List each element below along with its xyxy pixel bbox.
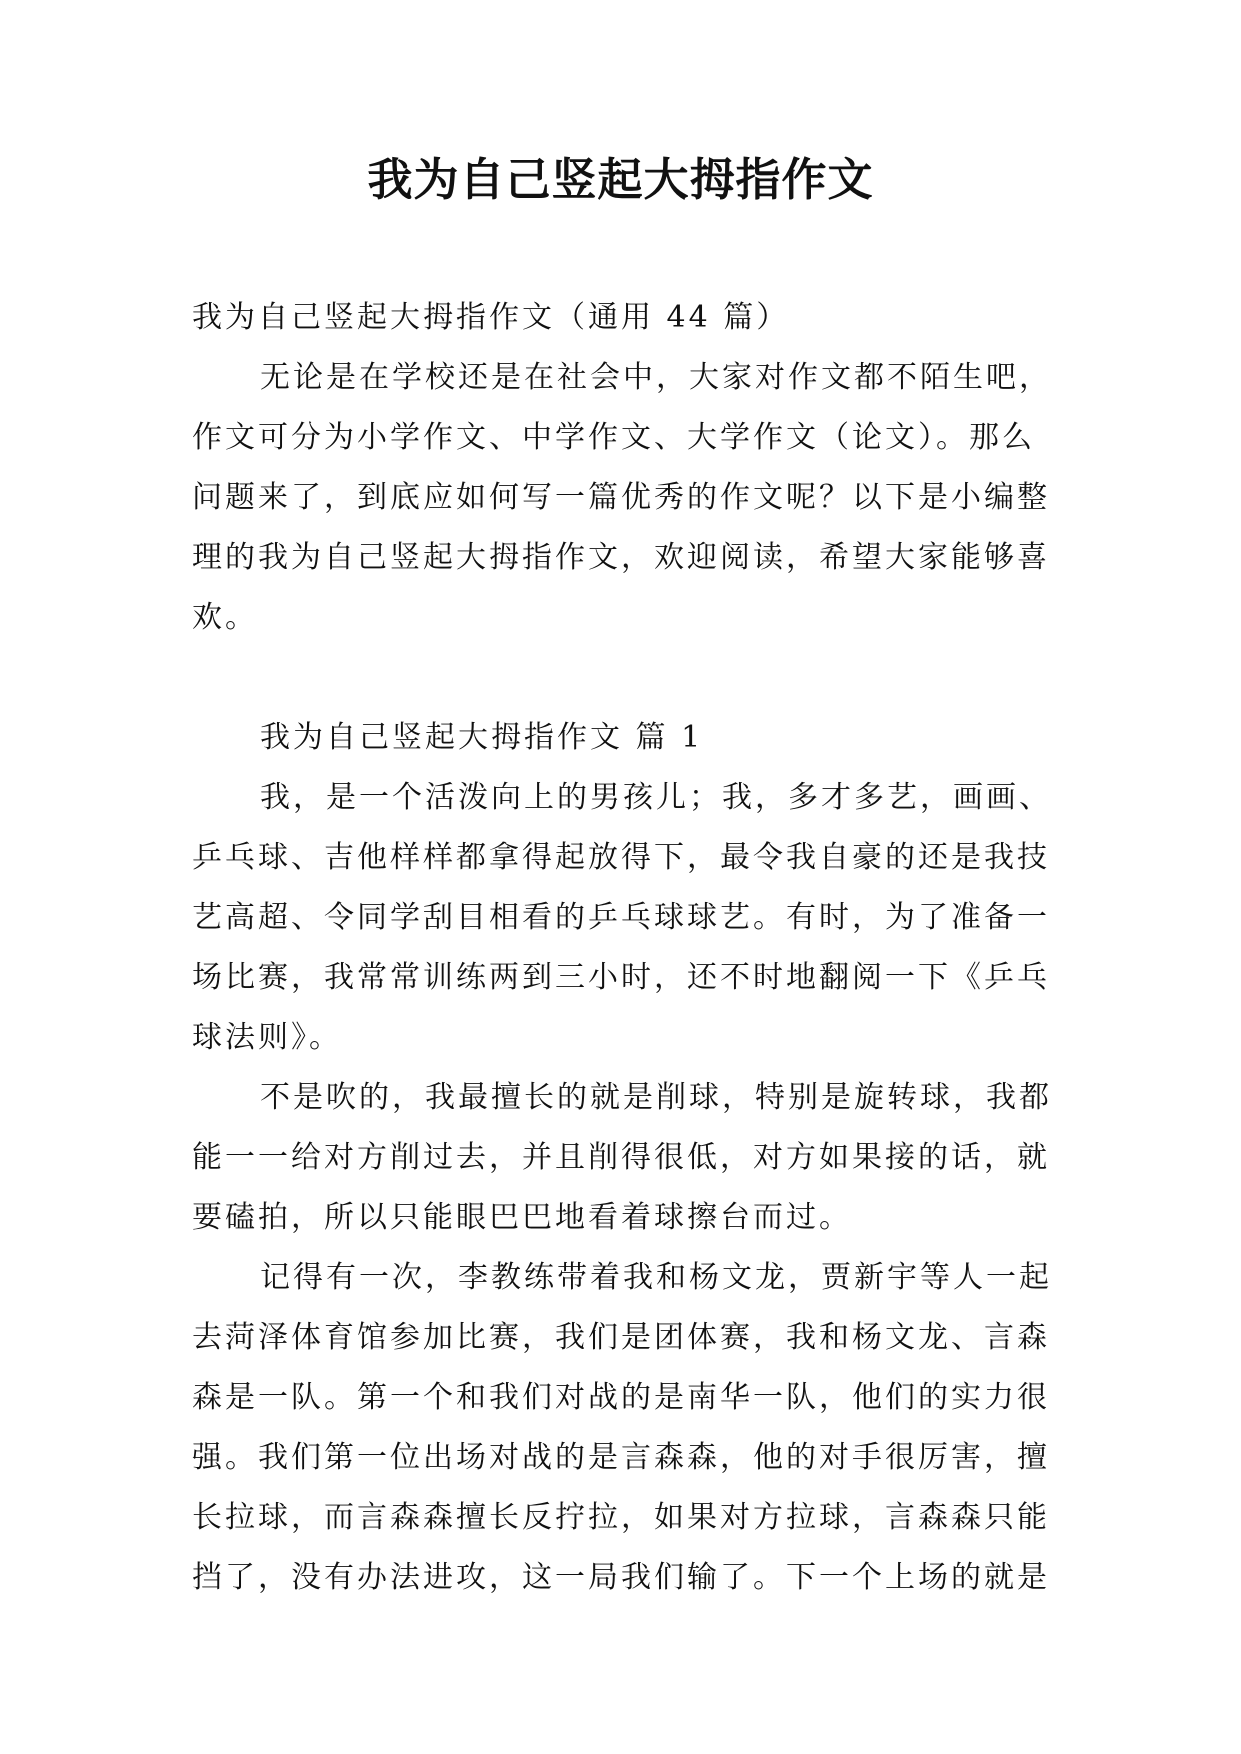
text-line: 挡了，没有办法进攻，这一局我们输了。下一个上场的就是	[192, 1560, 1050, 1595]
text-line: 乒乓球、吉他样样都拿得起放得下，最令我自豪的还是我技	[192, 840, 1050, 875]
document-body	[192, 288, 1072, 1608]
text-line: 场比赛，我常常训练两到三小时，还不时地翻阅一下《乒乓	[192, 960, 1050, 995]
paragraph-2	[192, 1068, 1072, 1248]
text-line: 要磕拍，所以只能眼巴巴地看着球擦台而过。	[192, 1200, 852, 1235]
text-line: 艺高超、令同学刮目相看的乒乓球球艺。有时，为了准备一	[192, 900, 1050, 935]
text-line: 记得有一次，李教练带着我和杨文龙，贾新宇等人一起	[260, 1260, 1052, 1295]
text-line: 我，是一个活泼向上的男孩儿；我，多才多艺，画画、	[260, 780, 1052, 815]
document-title: 我为自己竖起大拇指作文	[367, 153, 874, 206]
text-line: 不是吹的，我最擅长的就是削球，特别是旋转球，我都	[260, 1080, 1052, 1115]
intro-paragraph	[192, 348, 1072, 648]
document-subtitle: 我为自己竖起大拇指作文（通用 44 篇）	[192, 300, 790, 335]
paragraph-1	[192, 768, 1072, 1068]
blank-spacer	[192, 648, 1072, 708]
text-line: 作文可分为小学作文、中学作文、大学作文（论文）。那么	[192, 420, 1035, 455]
text-line: 长拉球，而言森森擅长反拧拉，如果对方拉球，言森森只能	[192, 1500, 1050, 1535]
text-line: 强。我们第一位出场对战的是言森森，他的对手很厉害，擅	[192, 1440, 1050, 1475]
text-line: 能一一给对方削过去，并且削得很低，对方如果接的话，就	[192, 1140, 1050, 1175]
text-line: 无论是在学校还是在社会中，大家对作文都不陌生吧，	[260, 360, 1052, 395]
paragraph-3	[192, 1248, 1072, 1608]
text-line: 欢。	[192, 600, 258, 635]
text-line: 理的我为自己竖起大拇指作文，欢迎阅读，希望大家能够喜	[192, 540, 1050, 575]
text-line: 问题来了，到底应如何写一篇优秀的作文呢？以下是小编整	[192, 480, 1050, 515]
section-heading: 我为自己竖起大拇指作文 篇 1	[260, 720, 704, 755]
text-line: 去菏泽体育馆参加比赛，我们是团体赛，我和杨文龙、言森	[192, 1320, 1050, 1355]
text-line: 森是一队。第一个和我们对战的是南华一队，他们的实力很	[192, 1380, 1050, 1415]
text-line: 球法则》。	[192, 1020, 342, 1055]
